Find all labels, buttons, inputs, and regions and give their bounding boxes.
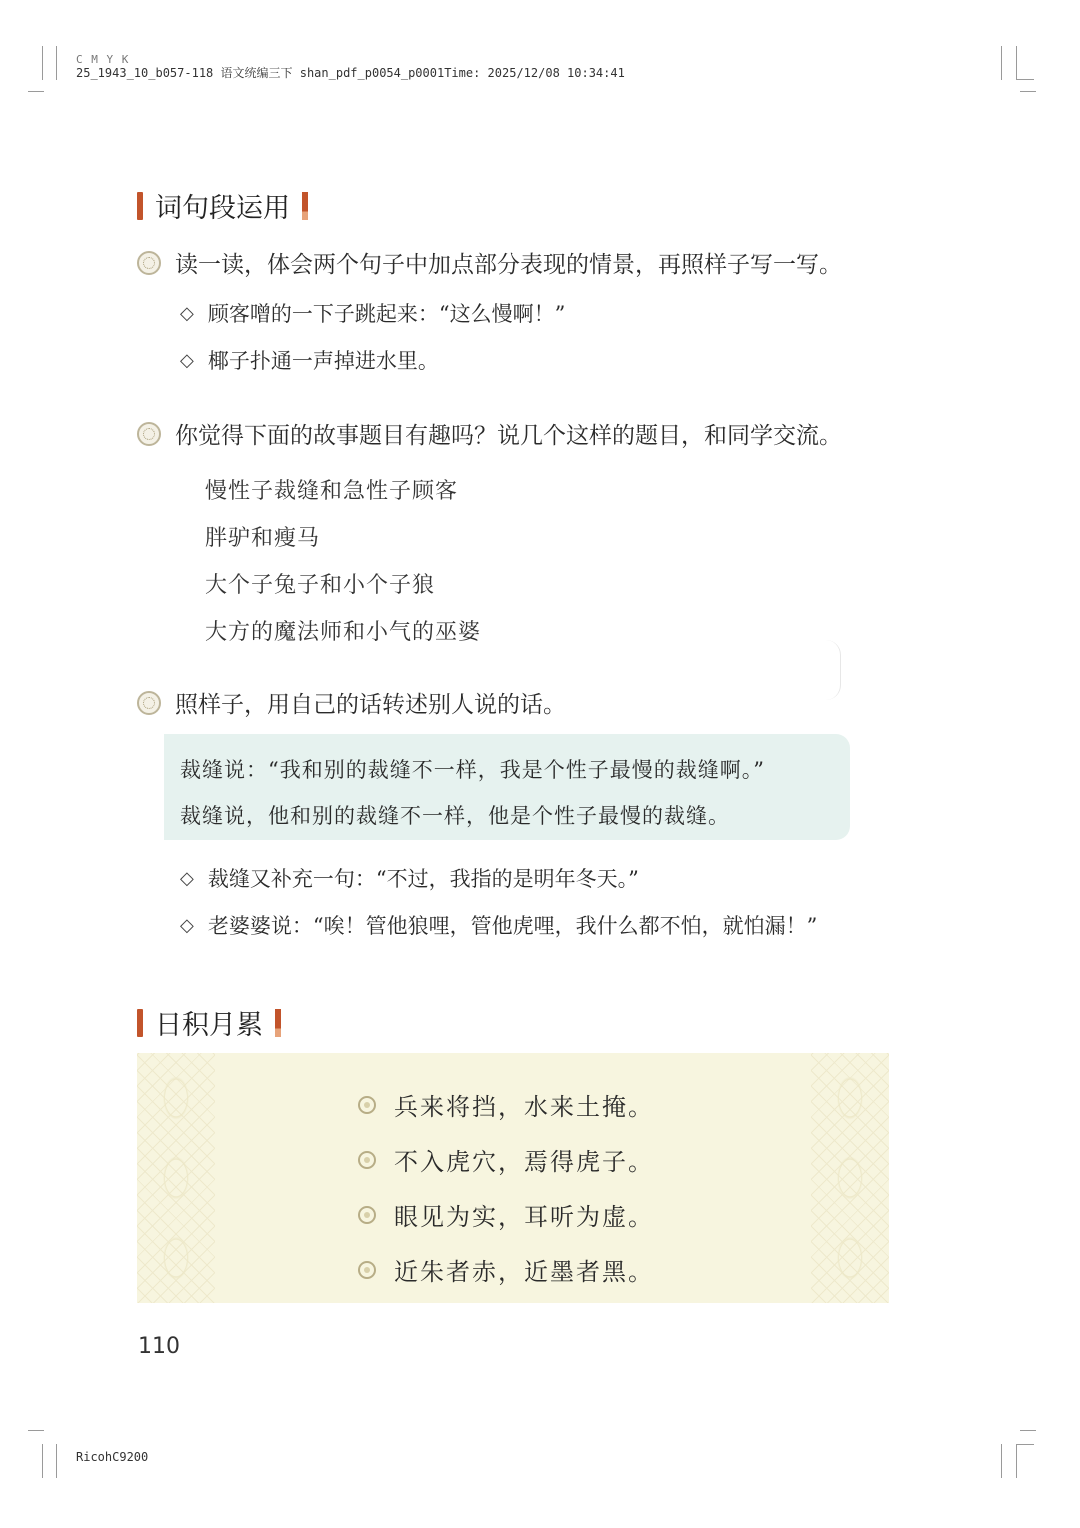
question-text: 你觉得下面的故事题目有趣吗？说几个这样的题目，和同学交流。: [175, 423, 842, 449]
example-line: 裁缝说：“我和别的裁缝不一样，我是个性子最慢的裁缝啊。”: [180, 758, 765, 782]
story-title: 慢性子裁缝和急性子顾客: [205, 479, 459, 504]
section-title-text: 日积月累: [155, 1010, 263, 1041]
crop-mark: [1016, 1444, 1017, 1478]
diamond-icon: ◇: [180, 302, 194, 324]
crop-mark: [1016, 79, 1034, 80]
crop-mark: [1001, 46, 1002, 80]
sub-item-text: 老婆婆说：“唉！管他狼哩，管他虎哩，我什么都不怕，就怕漏！”: [207, 914, 818, 938]
crop-mark: [56, 46, 57, 80]
sub-item-text: 顾客噌的一下子跳起来：“这么慢啊！”: [207, 302, 566, 326]
ornament-left: [137, 1053, 215, 1303]
proverb-item: [358, 1252, 654, 1287]
story-title: 胖驴和瘦马: [205, 526, 321, 551]
print-job-info: 25_1943_10_b057-118 语文统编三下 shan_pdf_p0054_p0001Time: 2025/12/08 10:34:41: [76, 66, 625, 80]
circle-pattern-icon: [137, 251, 161, 275]
sub-item: [180, 345, 439, 375]
section-title-daily-accumulation: [137, 1003, 281, 1042]
question-3: [137, 686, 566, 719]
crop-mark: [56, 1444, 57, 1478]
circle-dot-icon: [358, 1206, 376, 1224]
title-bar-right: [302, 192, 308, 220]
title-bar-left: [137, 192, 143, 220]
diamond-icon: ◇: [180, 914, 194, 936]
crop-mark: [1016, 46, 1017, 80]
section-title-word-usage: [137, 186, 308, 225]
proverb-text: 眼见为实，耳听为虚。: [394, 1203, 654, 1231]
question-text: 照样子，用自己的话转述别人说的话。: [175, 692, 566, 718]
story-title: 大个子兔子和小个子狼: [205, 573, 436, 598]
diamond-icon: ◇: [180, 349, 194, 371]
crop-mark: [1001, 1444, 1002, 1478]
circle-pattern-icon: [137, 422, 161, 446]
crop-mark: [1020, 1430, 1036, 1431]
sub-item-text: 椰子扑通一声掉进水里。: [207, 349, 439, 373]
sub-item: [180, 910, 817, 940]
sub-item: [180, 863, 639, 893]
circle-dot-icon: [358, 1151, 376, 1169]
question-1: [137, 246, 842, 279]
question-text: 读一读，体会两个句子中加点部分表现的情景，再照样子写一写。: [175, 252, 842, 278]
printer-label: RicohC9200: [76, 1450, 149, 1464]
sub-item: [180, 298, 565, 328]
circle-dot-icon: [358, 1261, 376, 1279]
circle-pattern-icon: [137, 691, 161, 715]
example-line: 裁缝说，他和别的裁缝不一样，他是个性子最慢的裁缝。: [180, 804, 730, 828]
cmyk-marker: C M Y K: [76, 53, 130, 66]
crop-mark: [1020, 91, 1036, 92]
proverb-item: [358, 1197, 654, 1232]
diamond-icon: ◇: [180, 867, 194, 889]
ornament-right: [811, 1053, 889, 1303]
crop-mark: [42, 46, 43, 80]
title-bar-left: [137, 1009, 143, 1037]
sub-item-text: 裁缝又补充一句：“不过，我指的是明年冬天。”: [207, 867, 639, 891]
title-bar-right: [275, 1009, 281, 1037]
crop-mark: [28, 1430, 44, 1431]
page-number: 110: [138, 1334, 180, 1359]
crop-mark: [1016, 1444, 1034, 1445]
proverb-text: 兵来将挡，水来土掩。: [394, 1093, 654, 1121]
proverb-item: [358, 1142, 654, 1177]
story-title: 大方的魔法师和小气的巫婆: [205, 620, 482, 645]
question-2: [137, 417, 842, 450]
section-title-text: 词句段运用: [155, 193, 290, 224]
crop-mark: [42, 1444, 43, 1478]
circle-dot-icon: [358, 1096, 376, 1114]
proverb-text: 近朱者赤，近墨者黑。: [394, 1258, 654, 1286]
crop-mark: [28, 91, 44, 92]
page-fold-line: [826, 640, 841, 700]
proverb-text: 不入虎穴，焉得虎子。: [394, 1148, 654, 1176]
proverb-item: [358, 1087, 654, 1122]
